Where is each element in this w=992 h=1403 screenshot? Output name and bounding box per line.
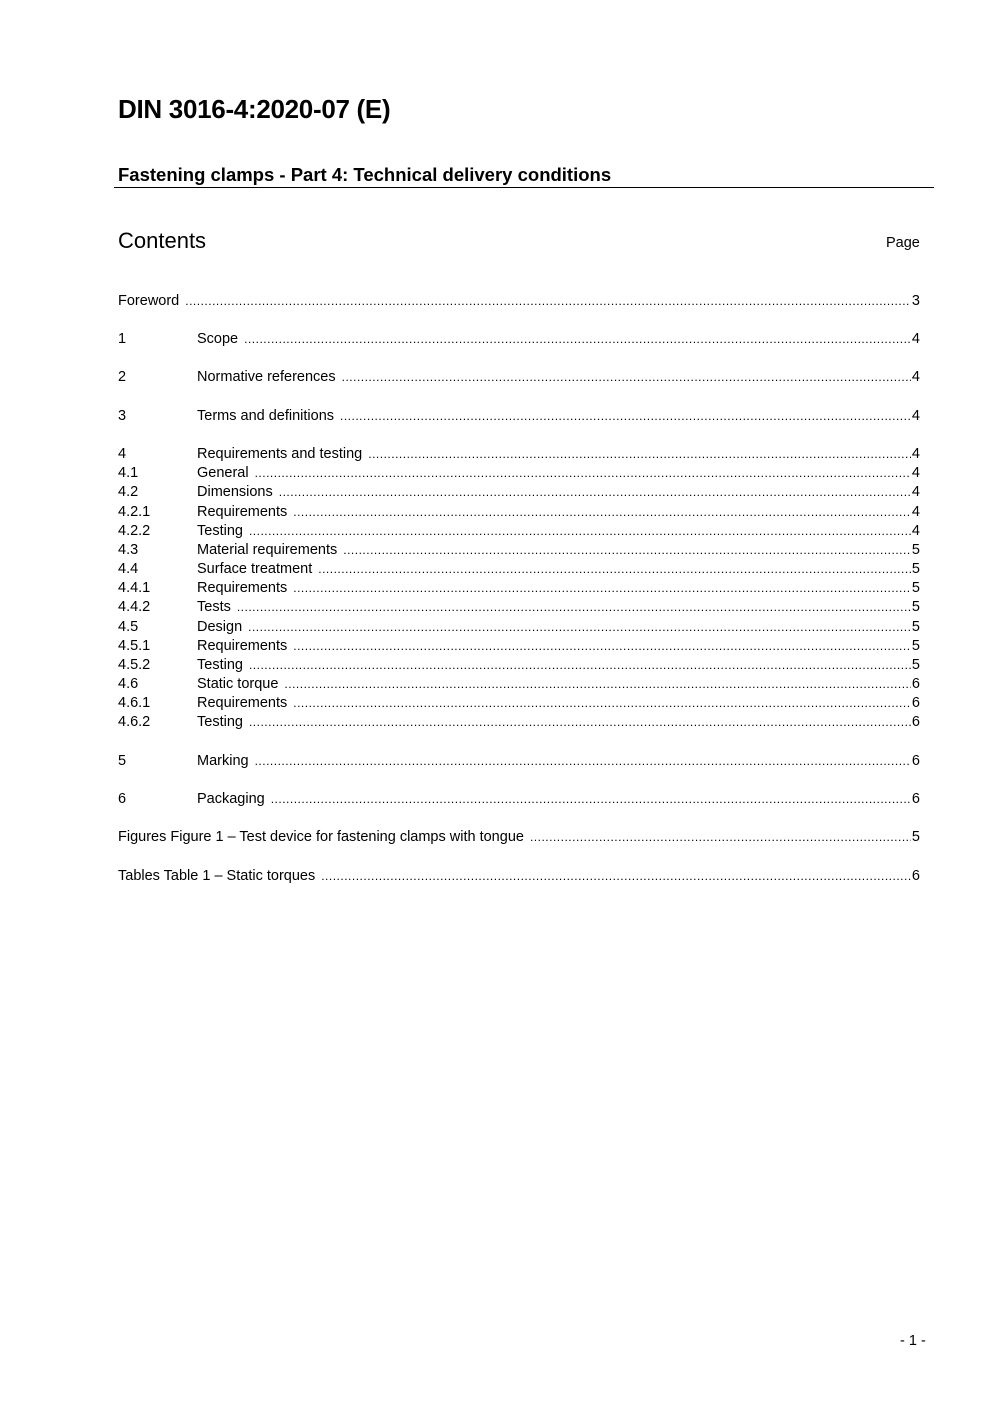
title-underline xyxy=(114,187,934,188)
toc-entry[interactable] xyxy=(118,445,920,464)
toc-dot-leader xyxy=(343,541,911,560)
toc-entry-number: 4.5.2 xyxy=(118,657,151,673)
toc-entry-number: 4.3 xyxy=(118,542,139,558)
toc-dot-leader xyxy=(284,675,911,694)
toc-entry-page: 6 xyxy=(911,676,920,692)
toc-entry-number: 4 xyxy=(118,446,127,462)
toc-entry-label: General xyxy=(197,465,249,481)
toc-entry-page: 4 xyxy=(911,446,920,462)
toc-entry[interactable] xyxy=(118,330,920,349)
toc-entry-page: 6 xyxy=(911,868,920,884)
toc-entry-page: 6 xyxy=(911,695,920,711)
toc-entry[interactable] xyxy=(118,522,920,541)
toc-entry-page: 5 xyxy=(911,657,920,673)
toc-dot-leader xyxy=(249,713,911,732)
toc-dot-leader xyxy=(530,828,911,847)
toc-entry-label: Tables Table 1 – Static torques xyxy=(118,868,316,884)
toc-dot-leader xyxy=(342,368,911,387)
toc-entry[interactable] xyxy=(118,618,920,637)
document-title: Fastening clamps - Part 4: Technical delivery conditions xyxy=(118,164,612,185)
toc-dot-leader xyxy=(255,752,911,771)
toc-entry[interactable] xyxy=(118,483,920,502)
toc-entry[interactable] xyxy=(118,790,920,809)
toc-entry-page: 4 xyxy=(911,331,920,347)
toc-entry-number: 4.4.2 xyxy=(118,599,151,615)
toc-dot-leader xyxy=(249,522,911,541)
toc-dot-leader xyxy=(271,790,911,809)
toc-entry-label: Packaging xyxy=(197,791,265,807)
toc-entry-page: 6 xyxy=(911,791,920,807)
toc-entry-label: Requirements xyxy=(197,695,288,711)
toc-entry-label: Tests xyxy=(197,599,231,615)
toc-entry-number: 4.4 xyxy=(118,561,139,577)
toc-entry-page: 4 xyxy=(911,465,920,481)
toc-dot-leader xyxy=(321,867,911,886)
toc-entry-page: 4 xyxy=(911,408,920,424)
toc-dot-leader xyxy=(293,637,911,656)
toc-entry-label: Marking xyxy=(197,753,249,769)
toc-entry-label: Requirements and testing xyxy=(197,446,363,462)
toc-dot-leader xyxy=(244,330,911,349)
toc-entry-label: Testing xyxy=(197,714,243,730)
toc-entry-page: 6 xyxy=(911,714,920,730)
toc-entry[interactable] xyxy=(118,752,920,771)
toc-entry[interactable] xyxy=(118,694,920,713)
toc-entry-label: Testing xyxy=(197,523,243,539)
toc-entry-number: 4.2.1 xyxy=(118,504,151,520)
toc-entry[interactable] xyxy=(118,713,920,732)
toc-entry-label: Normative references xyxy=(197,369,336,385)
toc-entry[interactable] xyxy=(118,598,920,617)
toc-entry[interactable] xyxy=(118,407,920,426)
footer-page-number: - 1 - xyxy=(900,1333,926,1349)
toc-entry-page: 5 xyxy=(911,542,920,558)
page-column-heading: Page xyxy=(886,235,920,251)
toc-dot-leader xyxy=(318,560,911,579)
toc-entry-figures[interactable] xyxy=(118,828,920,847)
toc-dot-leader xyxy=(248,618,911,637)
toc-entry-number: 4.5 xyxy=(118,619,139,635)
toc-entry-label: Foreword xyxy=(118,293,180,309)
toc-entry-page: 4 xyxy=(911,484,920,500)
toc-entry-label: Requirements xyxy=(197,580,288,596)
toc-dot-leader xyxy=(368,445,911,464)
toc-entry-page: 3 xyxy=(911,293,920,309)
toc-entry-label: Testing xyxy=(197,657,243,673)
toc-entry-page: 5 xyxy=(911,599,920,615)
toc-entry-number: 4.1 xyxy=(118,465,139,481)
toc-entry-label: Figures Figure 1 – Test device for fastening clamps with tongue xyxy=(118,829,524,845)
toc-entry-page: 4 xyxy=(911,523,920,539)
toc-entry-page: 4 xyxy=(911,504,920,520)
toc-entry-label: Surface treatment xyxy=(197,561,313,577)
toc-entry-page: 5 xyxy=(911,638,920,654)
toc-entry-label: Terms and definitions xyxy=(197,408,335,424)
toc-entry[interactable] xyxy=(118,656,920,675)
toc-entry[interactable] xyxy=(118,579,920,598)
toc-entry-label: Requirements xyxy=(197,504,288,520)
toc-entry-foreword[interactable] xyxy=(118,292,920,311)
toc-entry-label: Design xyxy=(197,619,243,635)
toc-entry-number: 5 xyxy=(118,753,127,769)
toc-dot-leader xyxy=(249,656,911,675)
toc-dot-leader xyxy=(293,579,911,598)
toc-dot-leader xyxy=(293,694,911,713)
toc-entry-page: 4 xyxy=(911,369,920,385)
toc-dot-leader xyxy=(293,503,911,522)
toc-entry[interactable] xyxy=(118,675,920,694)
toc-entry-label: Material requirements xyxy=(197,542,338,558)
toc-entry-page: 5 xyxy=(911,561,920,577)
toc-dot-leader xyxy=(279,483,911,502)
toc-entry-page: 5 xyxy=(911,619,920,635)
toc-dot-leader xyxy=(255,464,911,483)
toc-entry-label: Requirements xyxy=(197,638,288,654)
toc-dot-leader xyxy=(185,292,911,311)
toc-entry-number: 3 xyxy=(118,408,127,424)
toc-entry-number: 4.6.1 xyxy=(118,695,151,711)
toc-entry-number: 4.2 xyxy=(118,484,139,500)
toc-dot-leader xyxy=(340,407,911,426)
toc-entry-number: 1 xyxy=(118,331,127,347)
toc-entry[interactable] xyxy=(118,637,920,656)
toc-entry-number: 6 xyxy=(118,791,127,807)
toc-entry-number: 2 xyxy=(118,369,127,385)
toc-entry-number: 4.2.2 xyxy=(118,523,151,539)
toc-entry-tables[interactable] xyxy=(118,867,920,886)
toc-entry-label: Dimensions xyxy=(197,484,273,500)
toc-entry-page: 5 xyxy=(911,829,920,845)
toc-entry[interactable] xyxy=(118,503,920,522)
toc-entry-label: Scope xyxy=(197,331,239,347)
document-id: DIN 3016-4:2020-07 (E) xyxy=(118,94,391,124)
contents-heading: Contents xyxy=(118,228,207,253)
toc-entry-number: 4.4.1 xyxy=(118,580,151,596)
toc-entry-number: 4.6 xyxy=(118,676,139,692)
toc-entry-label: Static torque xyxy=(197,676,279,692)
toc-dot-leader xyxy=(237,598,911,617)
toc-entry[interactable] xyxy=(118,560,920,579)
toc-entry[interactable] xyxy=(118,368,920,387)
toc-entry-page: 6 xyxy=(911,753,920,769)
toc-entry-page: 5 xyxy=(911,580,920,596)
toc-entry-number: 4.5.1 xyxy=(118,638,151,654)
toc-entry-number: 4.6.2 xyxy=(118,714,151,730)
toc-entry[interactable] xyxy=(118,464,920,483)
toc-entry[interactable] xyxy=(118,541,920,560)
